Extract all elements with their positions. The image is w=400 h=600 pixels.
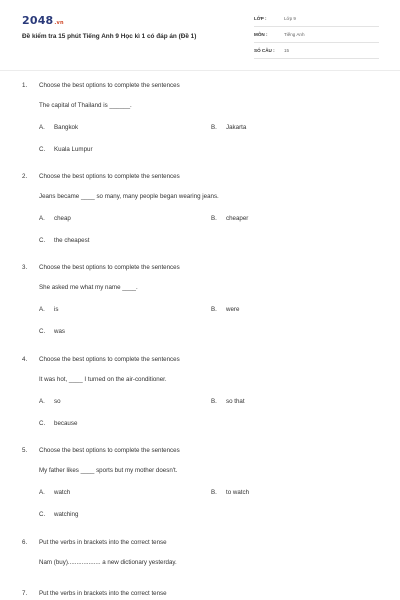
option-letter: B. (211, 124, 217, 131)
meta-key-subject: MÔN : (254, 32, 268, 37)
option-letter: A. (39, 398, 45, 405)
question-number: 6. (22, 539, 28, 546)
meta-value-subject: Tiếng Anh (284, 32, 305, 37)
option-text: to watch (226, 489, 250, 496)
option-letter: B. (211, 398, 217, 405)
option-letter: A. (39, 215, 45, 222)
option-c[interactable] (39, 328, 65, 335)
option-text: cheaper (226, 215, 249, 222)
question-instruction: Put the verbs in brackets into the correct tense (39, 590, 167, 597)
option-letter: A. (39, 306, 45, 313)
question-sentence: She asked me what my name ____. (39, 284, 138, 291)
option-b[interactable] (211, 489, 249, 496)
question-number: 2. (22, 173, 28, 180)
option-letter: B. (211, 215, 217, 222)
question-sentence: Nam (buy)................... a new dictionary yesterday. (39, 559, 177, 566)
meta-key-class: LỚP : (254, 16, 267, 21)
option-text: because (54, 420, 78, 427)
option-text: Kuala Lumpur (54, 146, 93, 153)
header-divider (0, 70, 400, 71)
document-header (0, 0, 400, 62)
question-number: 7. (22, 590, 28, 597)
meta-key-count: SỐ CÂU : (254, 48, 275, 53)
option-text: was (54, 328, 66, 335)
question-instruction: Put the verbs in brackets into the correct tense (39, 539, 167, 546)
question-sentence: It was hot, ____ I turned on the air-conditioner. (39, 376, 167, 383)
option-b[interactable] (211, 124, 246, 131)
meta-row-subject (254, 30, 379, 43)
option-text: the cheapest (54, 237, 90, 244)
option-letter: B. (211, 489, 217, 496)
question-instruction: Choose the best options to complete the sentences (39, 264, 180, 271)
question-instruction: Choose the best options to complete the sentences (39, 447, 180, 454)
question-sentence: Jeans became ____ so many, many people began wearing jeans. (39, 193, 219, 200)
meta-value-count: 15 (284, 48, 290, 53)
option-c[interactable] (39, 237, 89, 244)
question-instruction: Choose the best options to complete the sentences (39, 82, 180, 89)
option-text: Bangkok (54, 124, 79, 131)
option-letter: C. (39, 237, 46, 244)
option-a[interactable] (39, 398, 61, 405)
question-number: 5. (22, 447, 28, 454)
question-sentence: The capital of Thailand is ______. (39, 102, 132, 109)
option-text: is (54, 306, 59, 313)
question-sentence: My father likes ____ sports but my mother doesn't. (39, 467, 178, 474)
option-letter: C. (39, 420, 46, 427)
meta-row-class (254, 14, 379, 27)
option-text: were (226, 306, 240, 313)
option-text: so (54, 398, 61, 405)
option-b[interactable] (211, 398, 245, 405)
option-b[interactable] (211, 306, 239, 313)
option-letter: C. (39, 511, 46, 518)
option-letter: C. (39, 328, 46, 335)
option-text: watch (54, 489, 71, 496)
meta-info-panel (254, 14, 379, 62)
option-letter: C. (39, 146, 46, 153)
meta-value-class: Lớp 9 (284, 16, 296, 21)
option-a[interactable] (39, 124, 78, 131)
meta-row-count (254, 46, 379, 59)
option-c[interactable] (39, 420, 77, 427)
option-a[interactable] (39, 215, 71, 222)
option-letter: B. (211, 306, 217, 313)
logo-main-text: 2048 (22, 14, 54, 27)
option-text: so that (226, 398, 245, 405)
question-instruction: Choose the best options to complete the sentences (39, 356, 180, 363)
question-instruction: Choose the best options to complete the sentences (39, 173, 180, 180)
option-letter: A. (39, 489, 45, 496)
option-c[interactable] (39, 511, 78, 518)
option-b[interactable] (211, 215, 248, 222)
question-number: 4. (22, 356, 28, 363)
option-c[interactable] (39, 146, 93, 153)
question-number: 1. (22, 82, 28, 89)
option-a[interactable] (39, 489, 70, 496)
site-logo[interactable] (22, 14, 64, 27)
option-text: watching (54, 511, 79, 518)
document-title: Đề kiểm tra 15 phút Tiếng Anh 9 Học kì 1 có đáp án (Đề 1) (22, 33, 197, 40)
option-text: cheap (54, 215, 71, 222)
option-letter: A. (39, 124, 45, 131)
option-a[interactable] (39, 306, 58, 313)
question-number: 3. (22, 264, 28, 271)
logo-suffix-text: .vn (54, 20, 64, 26)
option-text: Jakarta (226, 124, 247, 131)
